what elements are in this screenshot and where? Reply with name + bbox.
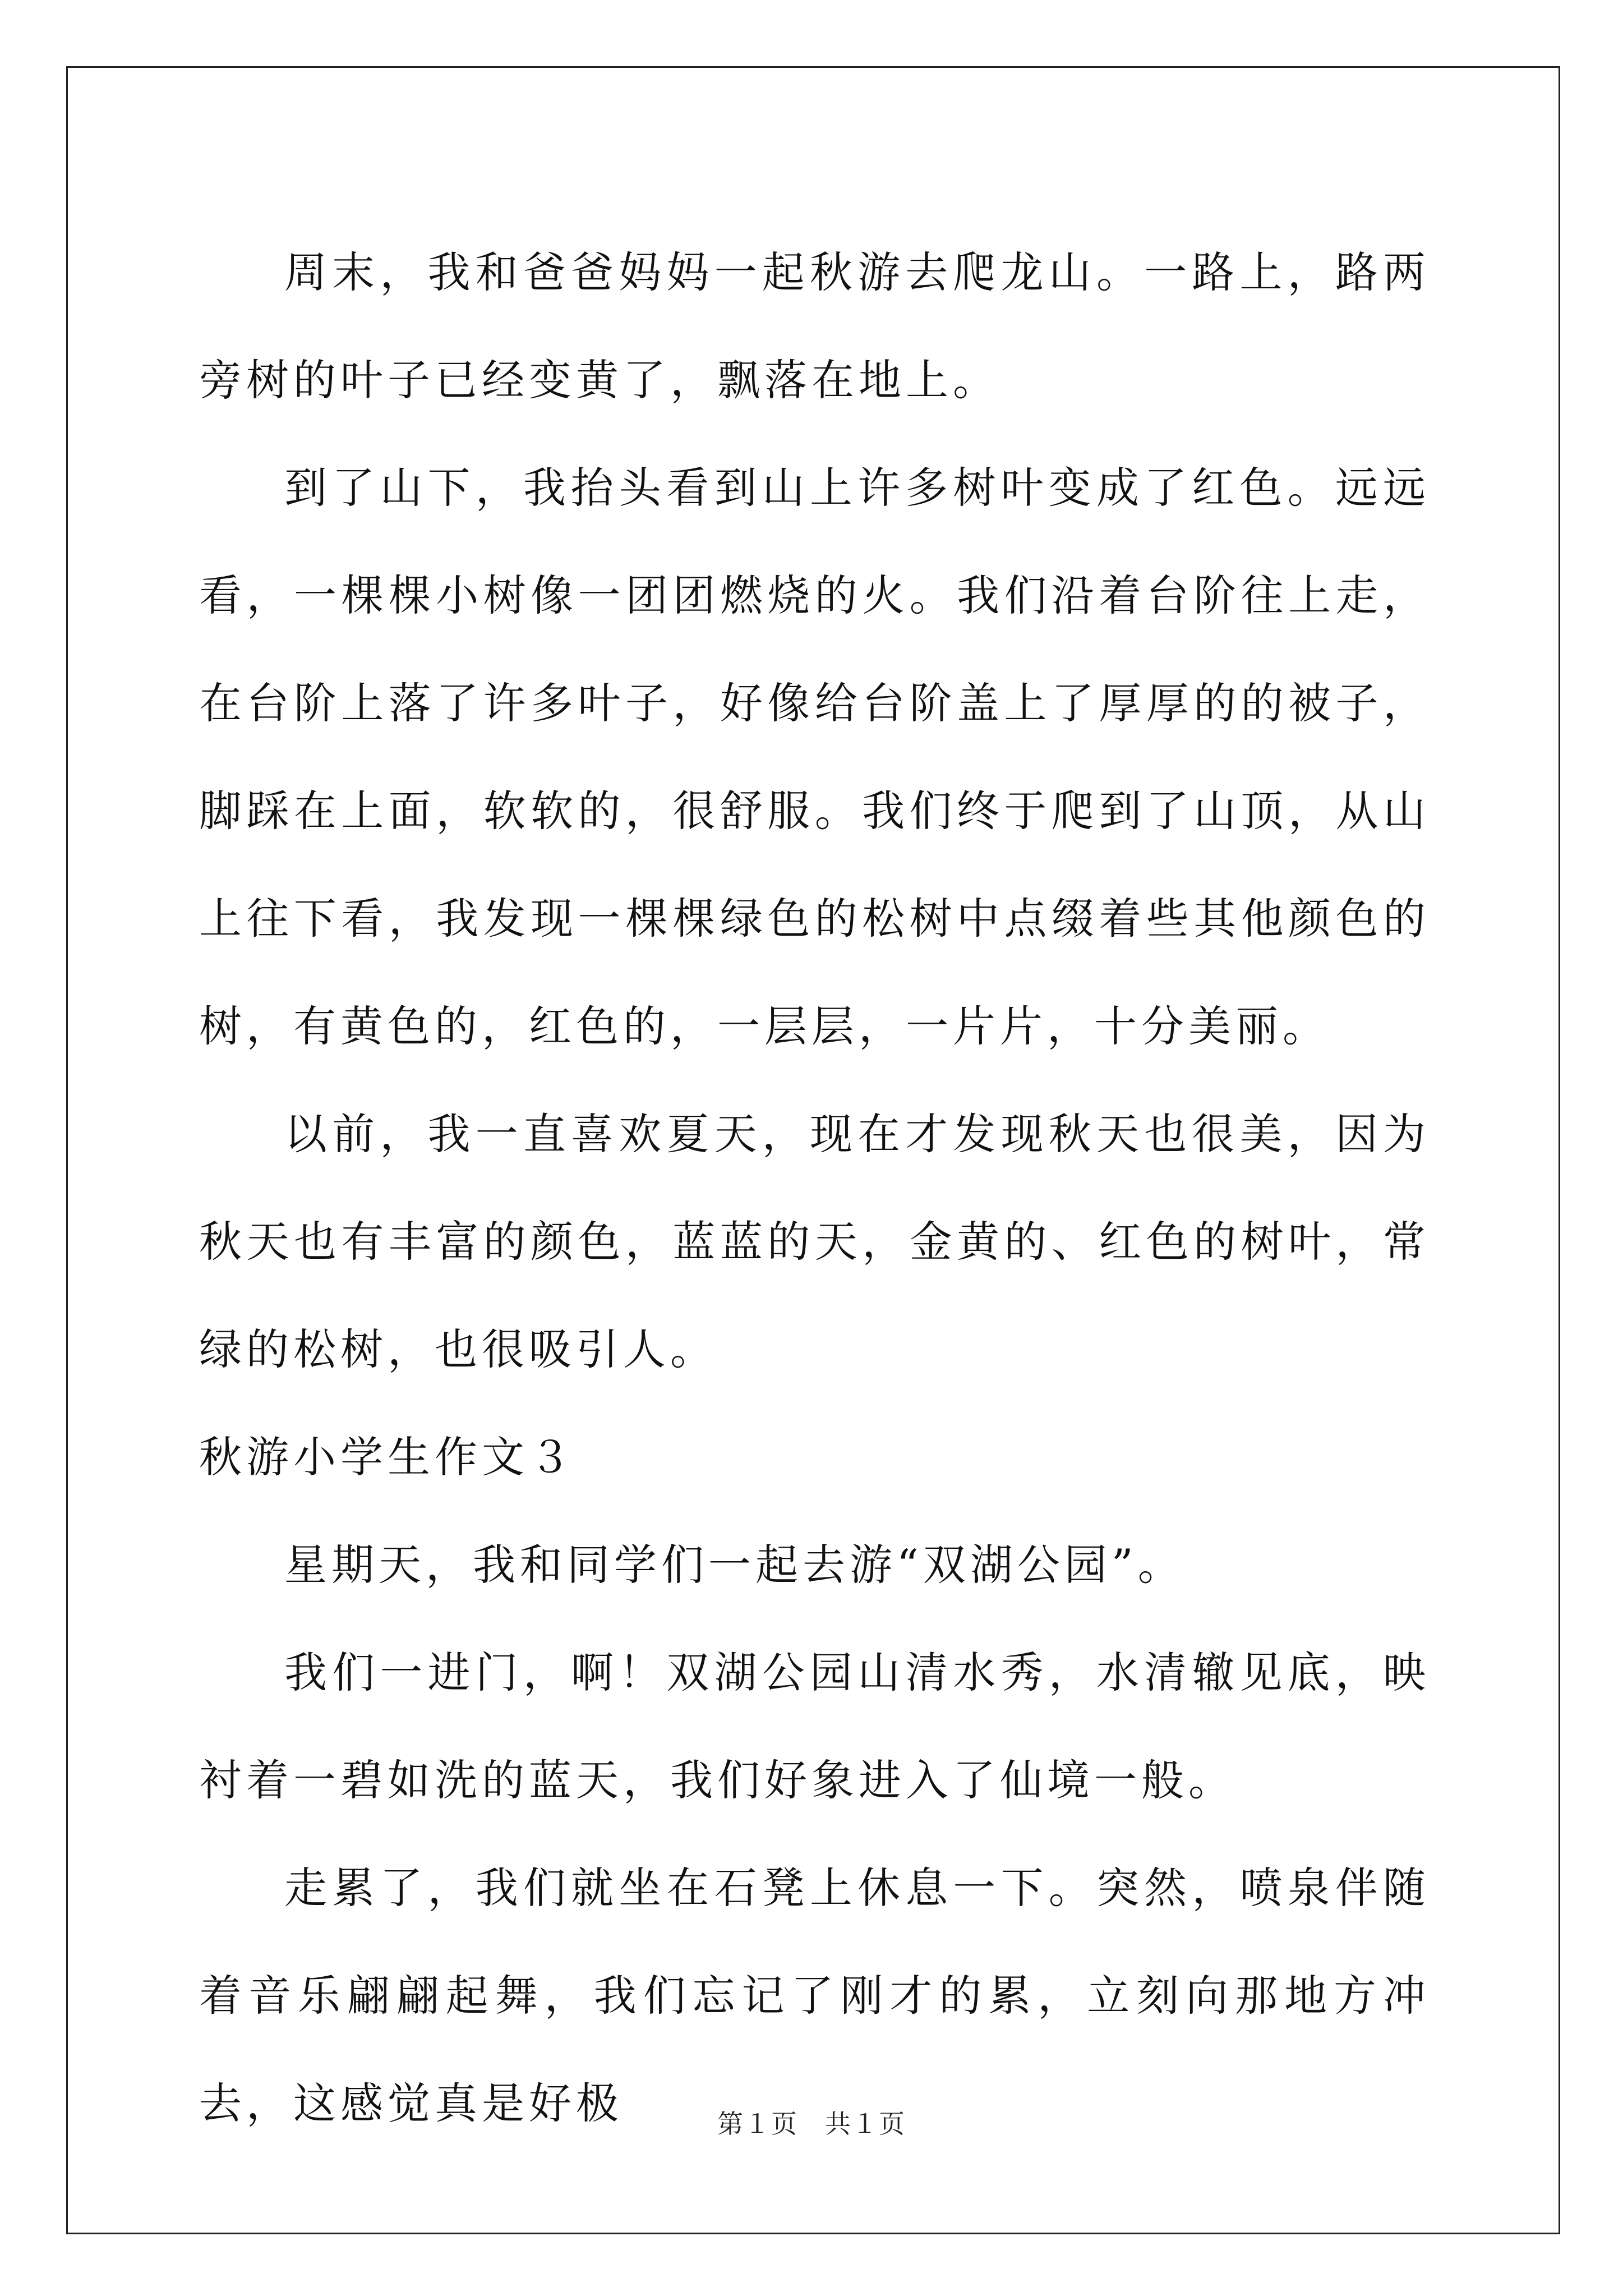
page-number: 第１页 共１页 <box>717 2109 906 2139</box>
document-body <box>199 219 1430 2157</box>
paragraph: 到了山下，我抬头看到山上许多树叶变成了红色。远远看，一棵棵小树像一团团燃烧的火。我们沿着台阶往上走，在台阶上落了许多叶子，好像给台阶盖上了厚厚的的被子，脚踩在上面，软软的，很舒服。我们终于爬到了山顶，从山上往下看，我发现一棵棵绿色的松树中点缀着些其他颜色的树，有黄色的，红色的，一层层，一片片，十分美丽。 <box>199 463 1430 1051</box>
paragraph: 以前，我一直喜欢夏天，现在才发现秋天也很美，因为秋天也有丰富的颜色，蓝蓝的天，金黄的、红色的树叶，常绿的松树，也很吸引人。 <box>199 1109 1430 1374</box>
paragraph: 走累了，我们就坐在石凳上休息一下。突然，喷泉伴随着音乐翩翩起舞，我们忘记了刚才的累，立刻向那地方冲去，这感觉真是好极 <box>199 1863 1430 2128</box>
page-footer <box>0 2104 1623 2141</box>
paragraph: 周末，我和爸爸妈妈一起秋游去爬龙山。一路上，路两旁树的叶子已经变黄了，飘落在地上。 <box>199 247 1430 405</box>
paragraph: 我们一进门，啊！双湖公园山清水秀，水清辙见底，映衬着一碧如洗的蓝天，我们好象进入了仙境一般。 <box>199 1648 1430 1805</box>
section-title: 秋游小学生作文３ <box>199 1432 576 1482</box>
paragraph: 星期天，我和同学们一起去游“双湖公园”。 <box>284 1540 1185 1590</box>
